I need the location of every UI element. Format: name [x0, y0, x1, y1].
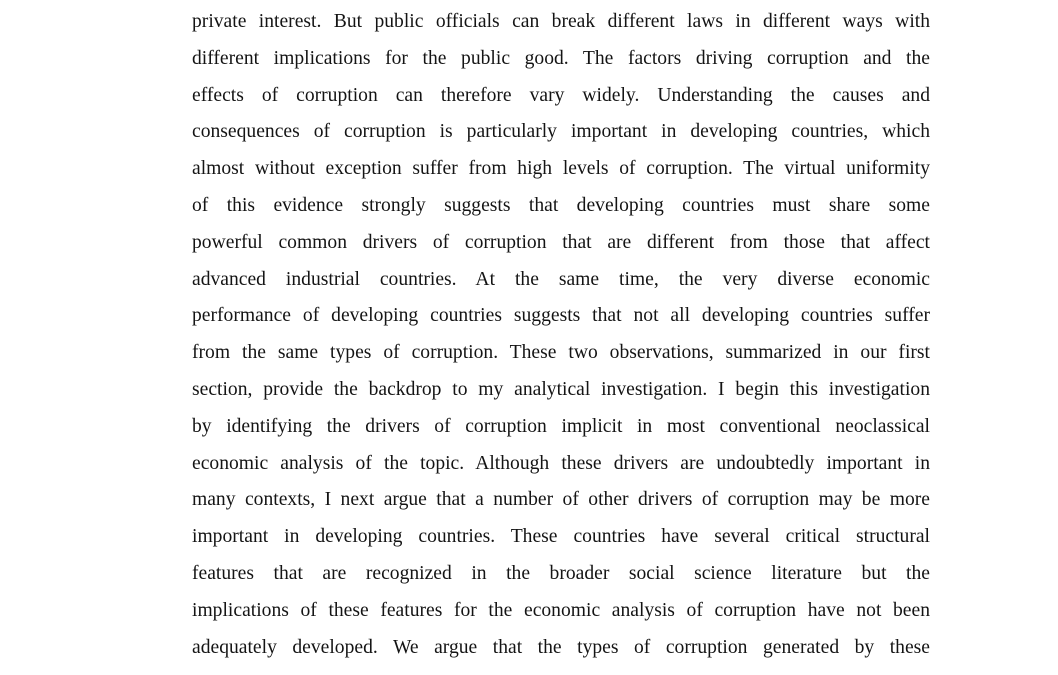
text-line: important in developing countries. These countries have several critical structural — [192, 526, 930, 548]
text-line: of this evidence strongly suggests that developing countries must share some — [192, 194, 930, 216]
text-line: from the same types of corruption. These two observations, summarized in our first — [192, 342, 930, 364]
text-line: economic analysis of the topic. Although these drivers are undoubtedly important in — [192, 452, 930, 474]
text-line: different implications for the public good. The factors driving corruption and the — [192, 47, 930, 69]
text-line: implications of these features for the economic analysis of corruption have not been — [192, 599, 930, 621]
text-line: performance of developing countries suggests that not all developing countries suffer — [192, 305, 930, 327]
text-line: almost without exception suffer from high levels of corruption. The virtual uniformity — [192, 158, 930, 180]
text-line: by identifying the drivers of corruption implicit in most conventional neoclassical — [192, 415, 930, 437]
text-line: section, provide the backdrop to my analytical investigation. I begin this investigation — [192, 378, 930, 400]
text-line: private interest. But public officials can break different laws in different ways with — [192, 11, 930, 32]
text-line: features that are recognized in the broader social science literature but the — [192, 562, 930, 584]
text-line: powerful common drivers of corruption that are different from those that affect — [192, 231, 930, 253]
text-line: effects of corruption can therefore vary widely. Understanding the causes and — [192, 84, 930, 106]
text-line: many contexts, I next argue that a number of other drivers of corruption may be more — [192, 489, 930, 511]
body-paragraph — [192, 4, 930, 666]
text-line: adequately developed. We argue that the types of corruption generated by these — [192, 636, 930, 658]
text-line: consequences of corruption is particularly important in developing countries, which — [192, 121, 930, 143]
text-line: advanced industrial countries. At the same time, the very diverse economic — [192, 268, 930, 290]
